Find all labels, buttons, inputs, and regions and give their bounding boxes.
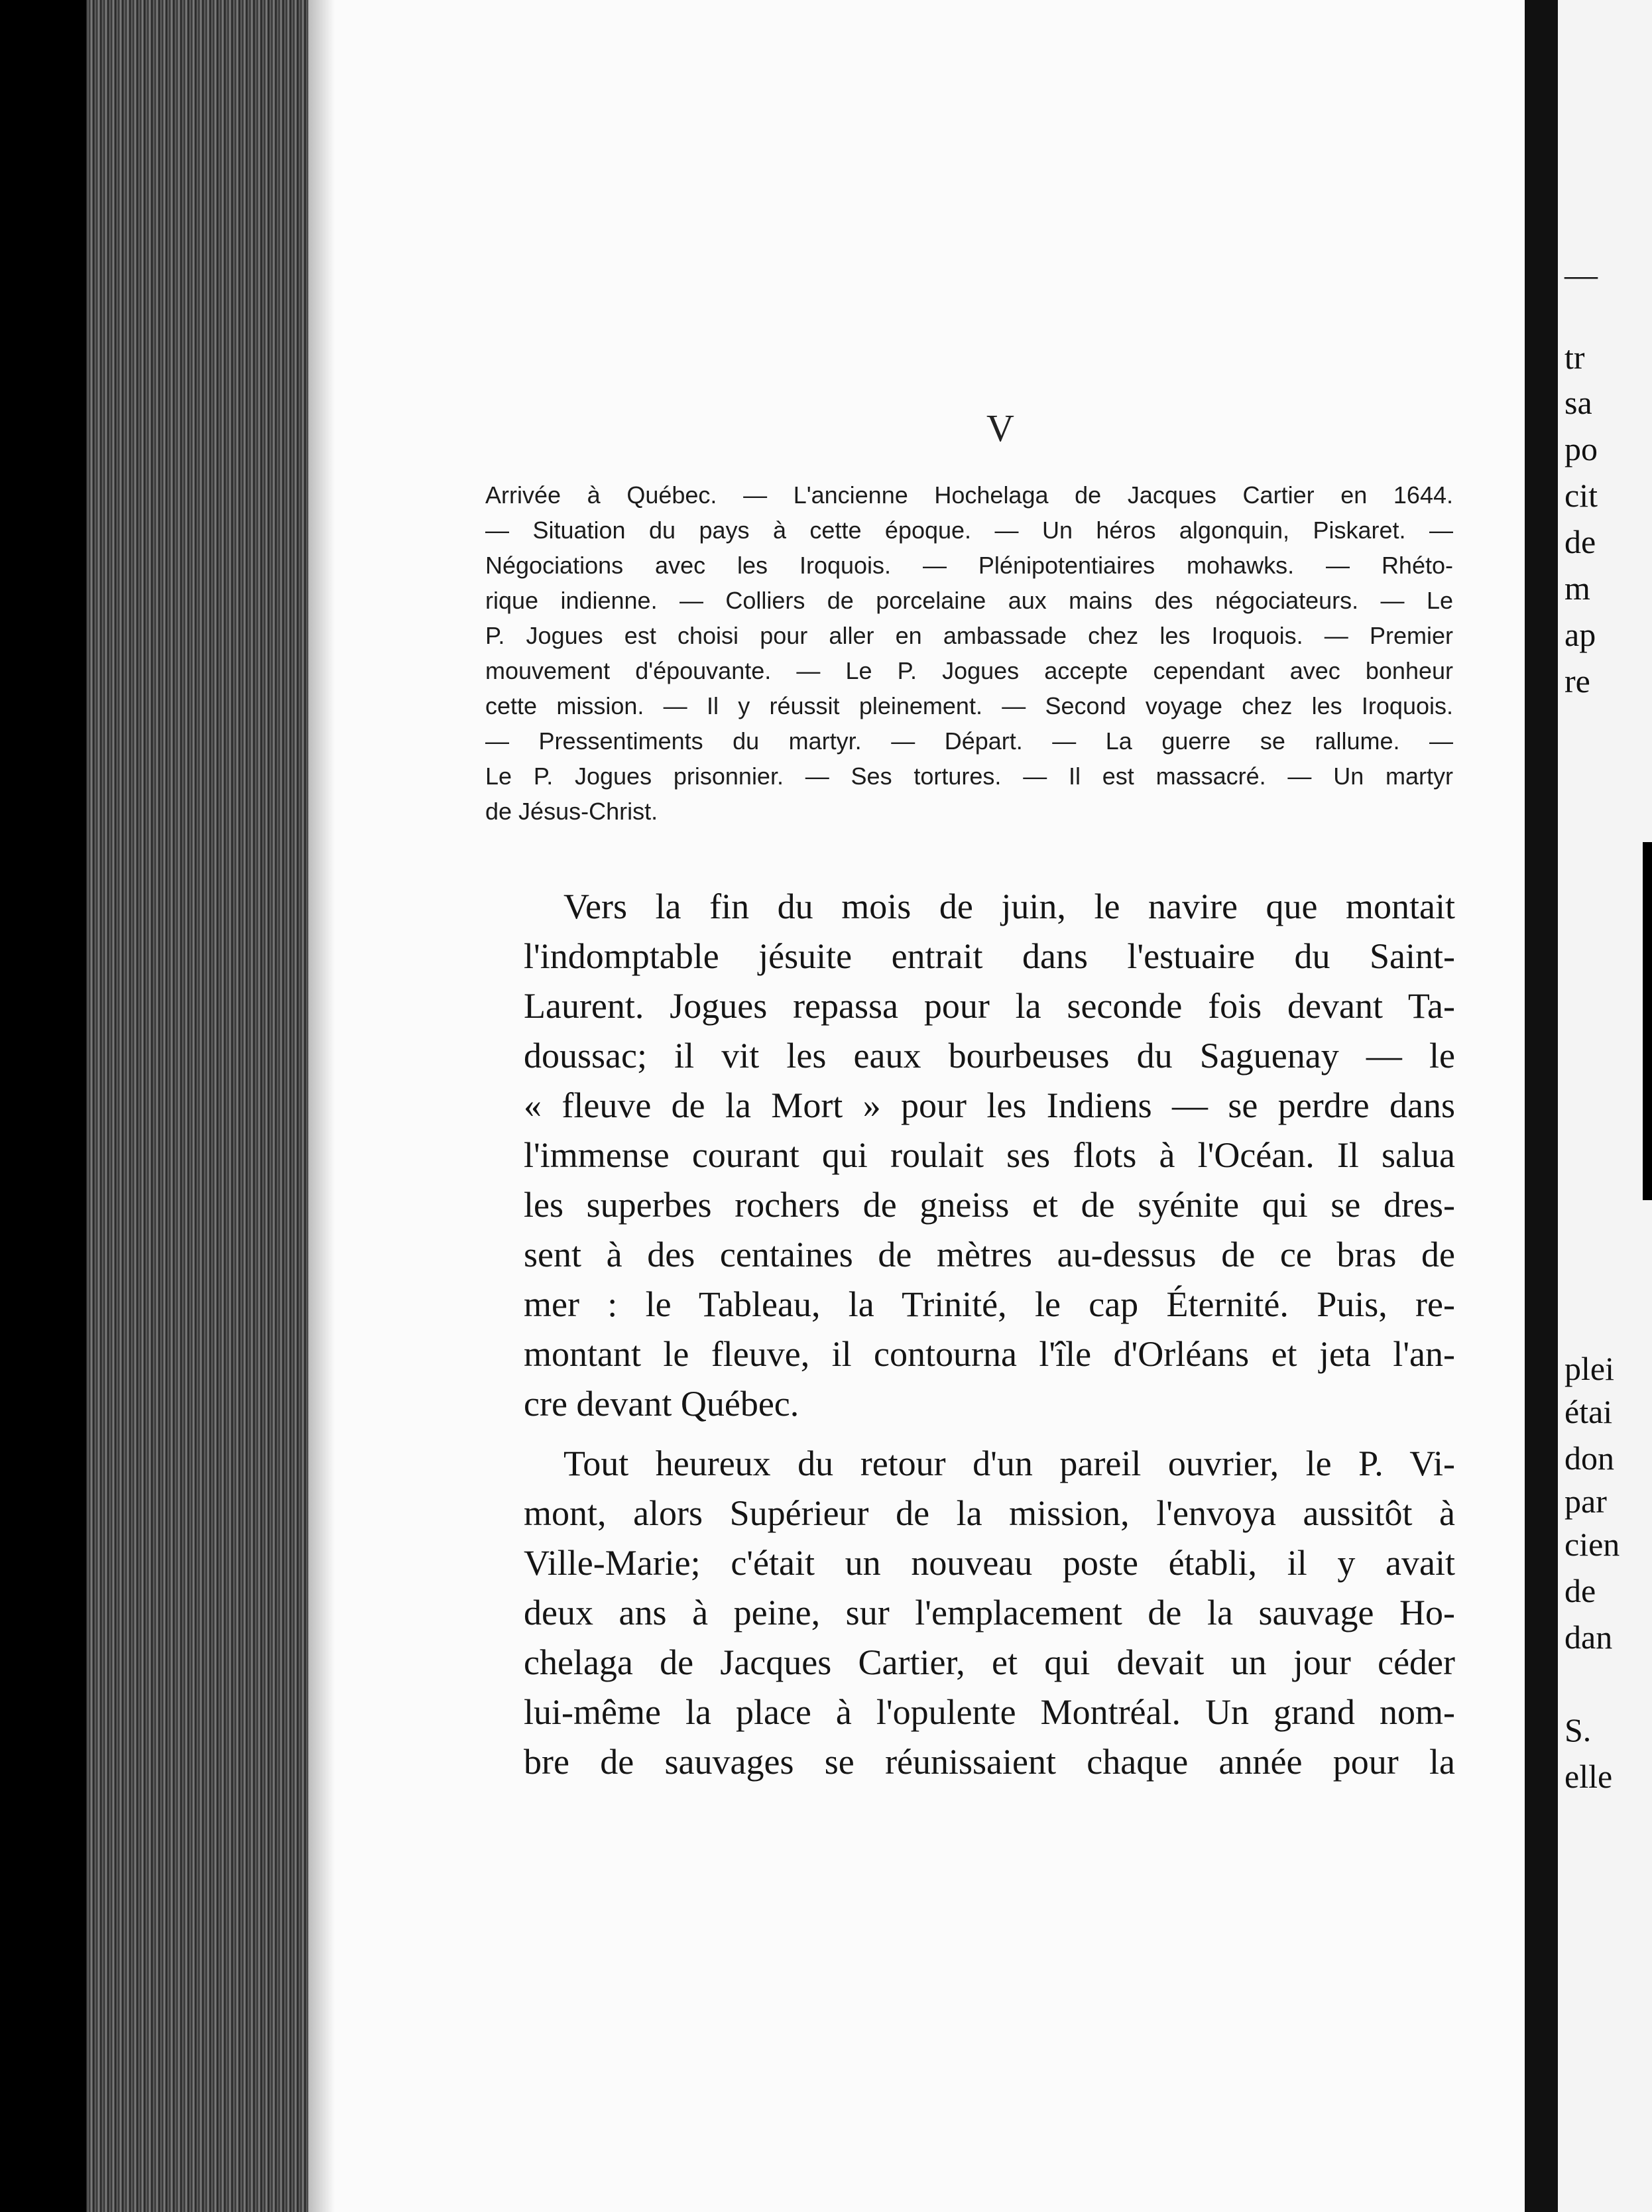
text-line: bre de sauvages se réunissaient chaque année pour la <box>524 1742 1455 1782</box>
summary-line: de Jésus-Christ. <box>485 798 658 825</box>
next-page-fragment: cit <box>1564 477 1598 514</box>
text-line: lui-même la place à l'opulente Montréal. Un grand nom- <box>524 1692 1455 1732</box>
next-page-fragment: plei <box>1564 1350 1614 1387</box>
text-line: « fleuve de la Mort » pour les Indiens — se perdre dans <box>524 1085 1455 1125</box>
text-line: mont, alors Supérieur de la mission, l'envoya aussitôt à <box>524 1493 1455 1533</box>
summary-line: mouvement d'épouvante. — Le P. Jogues accepte cependant avec bonheur <box>485 657 1453 684</box>
paragraph-2 <box>524 1439 1455 1787</box>
text-line: doussac; il vit les eaux bourbeuses du Saguenay — le <box>524 1036 1455 1075</box>
summary-line: P. Jogues est choisi pour aller en ambassade chez les Iroquois. — Premier <box>485 622 1453 649</box>
text-line: l'indomptable jésuite entrait dans l'estuaire du Saint- <box>524 936 1455 976</box>
next-page-fragment: elle <box>1564 1758 1613 1795</box>
text-line: Ville-Marie; c'était un nouveau poste établi, il y avait <box>524 1543 1455 1583</box>
summary-line: Arrivée à Québec. — L'ancienne Hochelaga de Jacques Cartier en 1644. <box>485 481 1453 509</box>
summary-line: — Situation du pays à cette époque. — Un héros algonquin, Piskaret. — <box>485 517 1453 544</box>
next-page-fragment: cien <box>1564 1526 1620 1563</box>
summary-line: — Pressentiments du martyr. — Départ. — La guerre se rallume. — <box>485 727 1453 755</box>
next-page-fragment: de <box>1564 1572 1596 1609</box>
chapter-summary <box>485 477 1453 829</box>
next-page-fragment: ap <box>1564 616 1596 653</box>
next-page-fragment: étai <box>1564 1393 1613 1430</box>
chapter-heading: V <box>986 406 1016 450</box>
text-line: Vers la fin du mois de juin, le navire que montait <box>563 887 1455 926</box>
next-page-fragment: tr <box>1564 339 1585 376</box>
next-page-fragment: par <box>1564 1483 1607 1520</box>
next-page-fragment: re <box>1564 662 1590 700</box>
illustration-edge <box>1643 842 1652 1200</box>
next-page-fragment: — <box>1564 256 1598 293</box>
page-edges <box>86 0 312 2212</box>
summary-line: rique indienne. — Colliers de porcelaine aux mains des négociateurs. — Le <box>485 587 1453 614</box>
text-line: cre devant Québec. <box>524 1384 799 1424</box>
next-page-fragment: m <box>1564 570 1590 607</box>
text-line: l'immense courant qui roulait ses flots à l'Océan. Il salua <box>524 1135 1455 1175</box>
next-page-fragment: sa <box>1564 384 1592 421</box>
text-line: mer : le Tableau, la Trinité, le cap Éternité. Puis, re- <box>524 1284 1455 1324</box>
next-page-fragment: don <box>1564 1440 1614 1477</box>
text-line: chelaga de Jacques Cartier, et qui devait un jour céder <box>524 1642 1455 1682</box>
next-page-fragment: de <box>1564 523 1596 560</box>
text-line: les superbes rochers de gneiss et de syénite qui se dres- <box>524 1185 1455 1225</box>
summary-line: cette mission. — Il y réussit pleinement. — Second voyage chez les Iroquois. <box>485 692 1453 719</box>
next-page-fragment: po <box>1564 430 1598 467</box>
gutter <box>1525 0 1561 2212</box>
text-line: deux ans à peine, sur l'emplacement de la sauvage Ho- <box>524 1593 1455 1632</box>
text-line: montant le fleuve, il contourna l'île d'Orléans et jeta l'an- <box>524 1334 1455 1374</box>
right-page-fragment <box>1558 0 1652 2212</box>
text-line: sent à des centaines de mètres au-dessus de ce bras de <box>524 1235 1455 1274</box>
binding-shadow <box>308 0 335 2212</box>
text-line: Tout heureux du retour d'un pareil ouvrier, le P. Vi- <box>563 1444 1455 1483</box>
summary-line: Le P. Jogues prisonnier. — Ses tortures. — Il est massacré. — Un martyr <box>485 763 1453 790</box>
next-page-fragment: dan <box>1564 1619 1613 1656</box>
summary-line: Négociations avec les Iroquois. — Plénipotentiaires mohawks. — Rhéto- <box>485 552 1453 579</box>
next-page-fragment: S. <box>1564 1711 1592 1749</box>
text-line: Laurent. Jogues repassa pour la seconde fois devant Ta- <box>524 986 1455 1026</box>
paragraph-1 <box>524 882 1455 1429</box>
